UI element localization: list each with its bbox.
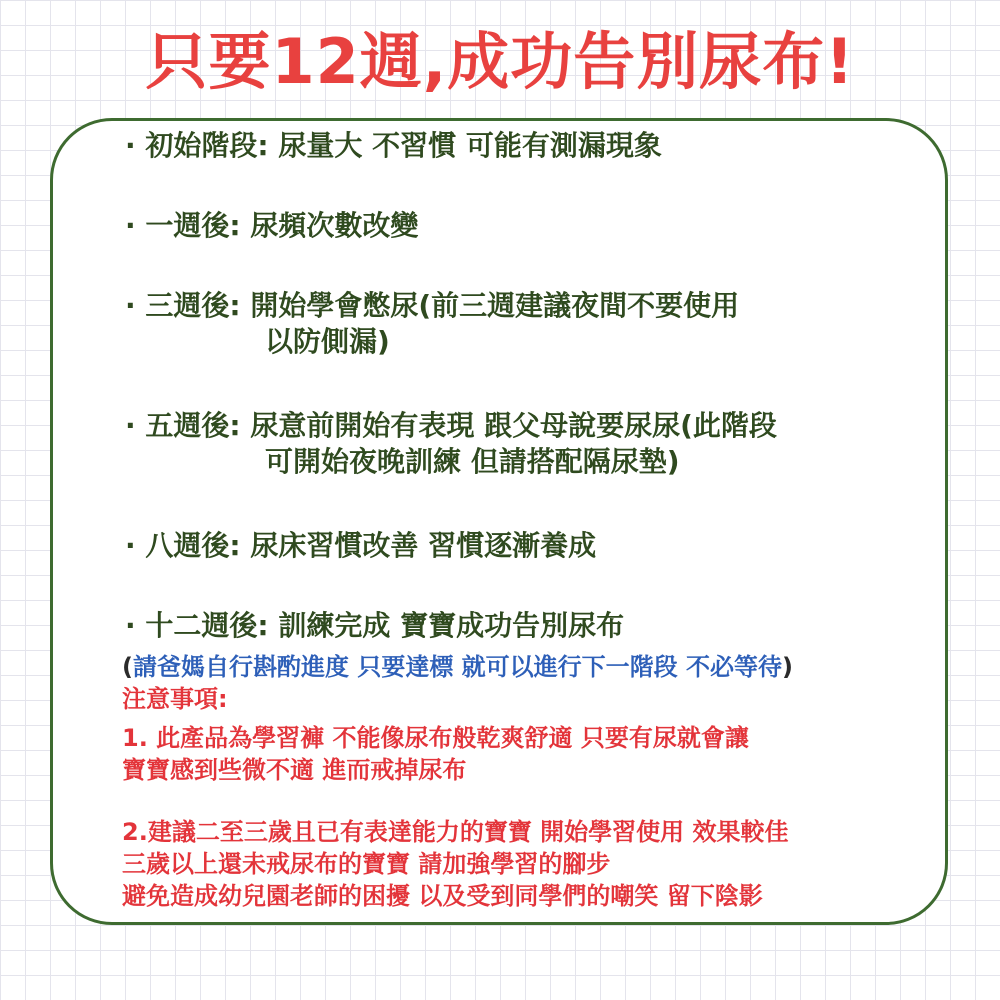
stage-week-3-continuation: 以防側漏): [265, 325, 390, 358]
note-item-2-line: 三歲以上還未戒尿布的寶寶 請加強學習的腳步: [122, 850, 611, 878]
note-item-1: [122, 722, 749, 786]
notes-heading: [122, 683, 228, 715]
stage-initial-text: · 初始階段: 尿量大 不習慣 可能有測漏現象: [125, 129, 662, 162]
stage-week-5-text: · 五週後: 尿意前開始有表現 跟父母說要尿尿(此階段: [125, 409, 777, 442]
stage-week-8: [125, 528, 596, 564]
parent-note: [122, 651, 793, 683]
page-title: 只要12週,成功告別尿布!: [145, 25, 855, 98]
note-item-2: [122, 816, 789, 912]
note-item-2-line: 避免造成幼兒園老師的困擾 以及受到同學們的嘲笑 留下陰影: [122, 882, 763, 910]
stage-week-3: [125, 288, 739, 360]
stage-week-1: [125, 208, 418, 244]
notes-heading-text: 注意事項:: [122, 685, 228, 713]
stage-week-12-text: · 十二週後: 訓練完成 寶寶成功告別尿布: [125, 609, 625, 642]
stage-initial: [125, 128, 662, 164]
note-item-2-line: 2.建議二至三歲且已有表達能力的寶寶 開始學習使用 效果較佳: [122, 818, 789, 846]
stage-week-5: [125, 408, 777, 480]
stage-week-3-text: · 三週後: 開始學會憋尿(前三週建議夜間不要使用: [125, 289, 740, 322]
stage-week-12: [125, 608, 624, 644]
parent-note-close-paren: ): [782, 653, 794, 681]
stage-week-5-continuation: 可開始夜晚訓練 但請搭配隔尿墊): [265, 445, 680, 478]
parent-note-open-paren: (: [122, 653, 133, 681]
parent-note-text: 請爸媽自行斟酌進度 只要達標 就可以進行下一階段 不必等待: [132, 653, 783, 681]
stage-week-8-text: · 八週後: 尿床習慣改善 習慣逐漸養成: [125, 529, 597, 562]
note-item-1-line: 1. 此產品為學習褲 不能像尿布般乾爽舒適 只要有尿就會讓: [122, 724, 749, 752]
stage-week-1-text: · 一週後: 尿頻次數改變: [125, 209, 419, 242]
note-item-1-line: 寶寶感到些微不適 進而戒掉尿布: [122, 756, 467, 784]
